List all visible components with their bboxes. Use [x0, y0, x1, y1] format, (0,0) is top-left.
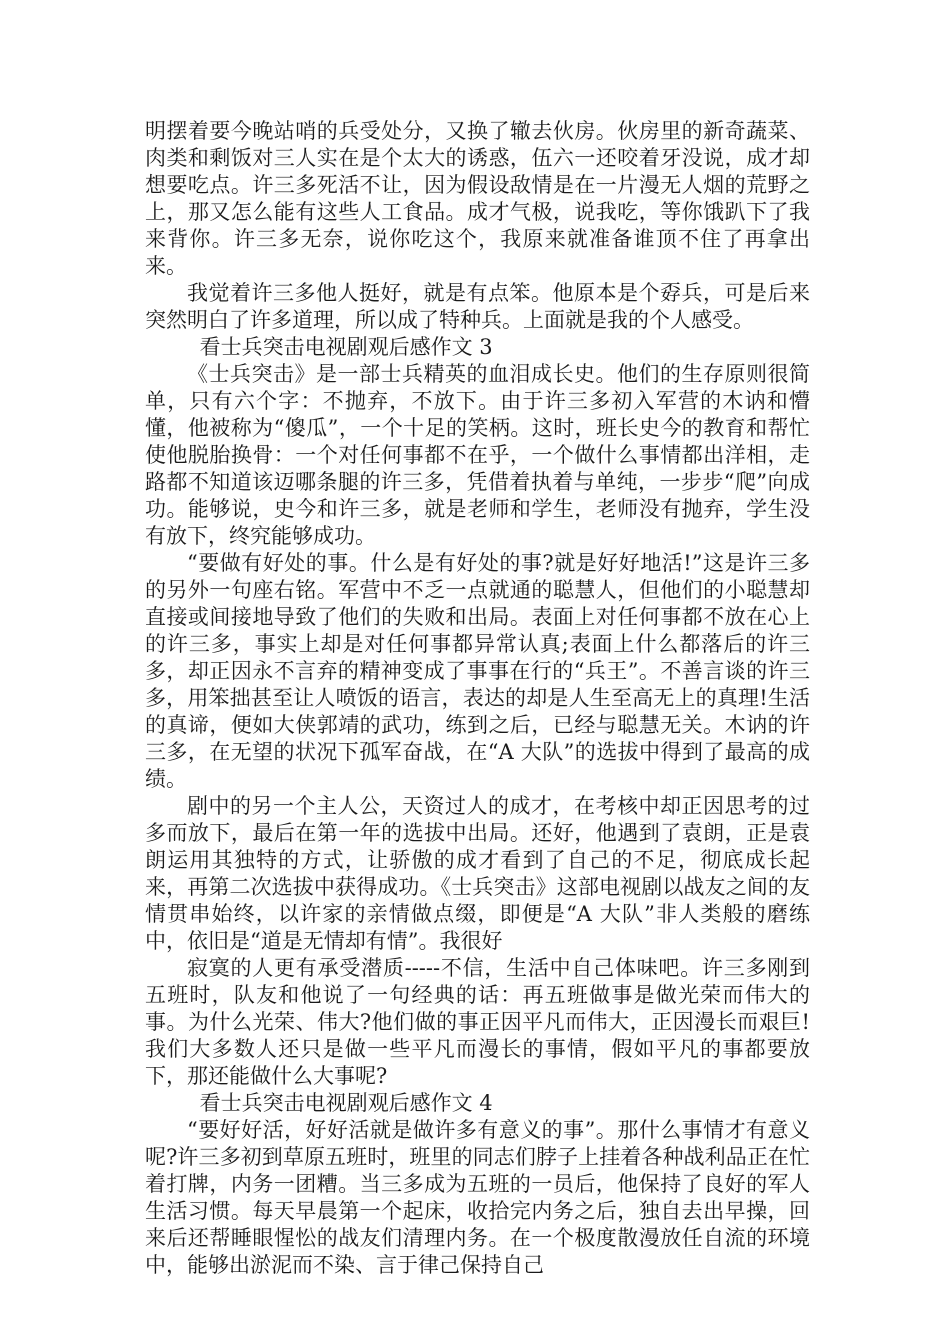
document-body [145, 118, 810, 1279]
paragraph-4: “要做有好处的事。什么是有好处的事?就是好好地活!”这是许三多的另外一句座右铭。军营中不乏一点就通的聪慧人，但他们的小聪慧却直接或间接地导致了他们的失败和出局。表面上对任何事都不放在心上的许三多，事实上却是对任何事都异常认真;表面上什么都落后的许三多，却正因永不言弃的精神变成了事事在行的“兵王”。不善言谈的许三多，用笨拙甚至让人喷饭的语言，表达的却是人生至高无上的真理!生活的真谛，便如大侠郭靖的武功，练到之后，已经与聪慧无关。木讷的许三多，在无望的状况下孤军奋战，在“A 大队”的选拔中得到了最高的成绩。 [145, 551, 810, 791]
paragraph-2: 我觉着许三多他人挺好，就是有点笨。他原本是个孬兵，可是后来突然明白了许多道理，所以成了特种兵。上面就是我的个人感受。 [145, 281, 810, 332]
paragraph-1: 明摆着要今晚站哨的兵受处分，又换了辙去伙房。伙房里的新奇蔬菜、肉类和剩饭对三人实在是个太大的诱惑，伍六一还咬着牙没说，成才却想要吃点。许三多死活不让，因为假设敌情是在一片漫无人烟的荒野之上，那又怎么能有这些人工食品。成才气极，说我吃，等你饿趴下了我来背你。许三多无奈，说你吃这个，我原来就准备谁顶不住了再拿出来。 [145, 119, 810, 278]
section-heading-3: 看士兵突击电视剧观后感作文 3 [199, 335, 493, 359]
paragraph-5: 剧中的另一个主人公，天资过人的成才，在考核中却正因思考的过多而放下，最后在第一年的选拔中出局。还好，他遇到了袁朗，正是袁朗运用其独特的方式，让骄傲的成才看到了自己的不足，彻底成长起来，再第二次选拔中获得成功。《士兵突击》这部电视剧以战友之间的友情贯串始终，以许家的亲情做点缀，即便是“A 大队”非人类般的磨练中，依旧是“道是无情却有情”。我很好 [145, 794, 810, 953]
section-heading-4: 看士兵突击电视剧观后感作文 4 [199, 1091, 493, 1115]
paragraph-7: “要好好活，好好活就是做许多有意义的事”。那什么事情才有意义呢?许三多初到草原五班时，班里的同志们脖子上挂着各种战利品正在忙着打牌，内务一团糟。当三多成为五班的一员后，他保持了良好的军人生活习惯。每天早晨第一个起床，收拾完内务之后，独自去出早操，回来后还帮睡眼惺忪的战友们清理内务。在一个极度散漫放任自流的环境中，能够出淤泥而不染、言于律己保持自己 [145, 1118, 810, 1277]
paragraph-3: 《士兵突击》是一部士兵精英的血泪成长史。他们的生存原则很简单，只有六个字：不抛弃，不放下。由于许三多初入军营的木讷和懵懂，他被称为“傻瓜”，一个十足的笑柄。这时，班长史今的教育和帮忙使他脱胎换骨：一个对任何事都不在乎，一个做什么事情都出洋相，走路都不知道该迈哪条腿的许三多，凭借着执着与单纯，一步步“爬”向成功。能够说，史今和许三多，就是老师和学生，老师没有抛弃，学生没有放下，终究能够成功。 [145, 362, 810, 548]
paragraph-6: 寂寞的人更有承受潜质-----不信，生活中自己体味吧。许三多刚到五班时，队友和他说了一句经典的话：再五班做事是做光荣而伟大的事。为什么光荣、伟大?他们做的事正因平凡而伟大，正因漫长而艰巨!我们大多数人还只是做一些平凡而漫长的事情，假如平凡的事都要放下，那还能做什么大事呢? [145, 956, 810, 1088]
